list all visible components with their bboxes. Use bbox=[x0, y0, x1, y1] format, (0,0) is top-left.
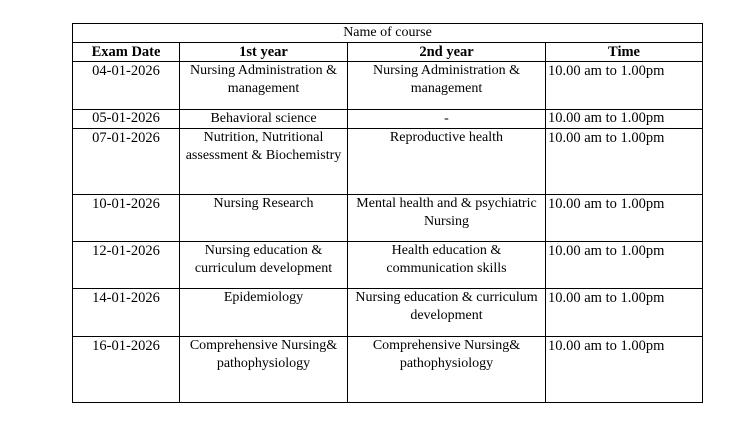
second-year-subject-cell: Health education & communication skills bbox=[348, 242, 546, 289]
table-row bbox=[73, 62, 703, 110]
first-year-subject-cell: Nutrition, Nutritional assessment & Biochemistry bbox=[180, 129, 348, 195]
course-name-row bbox=[73, 24, 703, 43]
first-year-subject-cell: Nursing Research bbox=[180, 195, 348, 242]
first-year-subject-cell: Epidemiology bbox=[180, 289, 348, 337]
second-year-subject-cell: Comprehensive Nursing& pathophysiology bbox=[348, 337, 546, 403]
header-1st-year: 1st year bbox=[180, 43, 348, 62]
second-year-subject-cell: Mental health and & psychiatric Nursing bbox=[348, 195, 546, 242]
first-year-subject-cell: Comprehensive Nursing& pathophysiology bbox=[180, 337, 348, 403]
time-cell: 10.00 am to 1.00pm bbox=[546, 129, 703, 195]
first-year-subject-cell: Behavioral science bbox=[180, 110, 348, 129]
header-2nd-year: 2nd year bbox=[348, 43, 546, 62]
table-row bbox=[73, 129, 703, 195]
exam-date-cell: 04-01-2026 bbox=[73, 62, 180, 110]
exam-date-cell: 12-01-2026 bbox=[73, 242, 180, 289]
exam-date-cell: 10-01-2026 bbox=[73, 195, 180, 242]
second-year-subject-cell: Nursing Administration & management bbox=[348, 62, 546, 110]
first-year-subject-cell: Nursing education & curriculum development bbox=[180, 242, 348, 289]
header-row bbox=[73, 43, 703, 62]
header-time: Time bbox=[546, 43, 703, 62]
first-year-subject-cell: Nursing Administration & management bbox=[180, 62, 348, 110]
second-year-subject-cell: Nursing education & curriculum development bbox=[348, 289, 546, 337]
second-year-subject-cell: Reproductive health bbox=[348, 129, 546, 195]
time-cell: 10.00 am to 1.00pm bbox=[546, 289, 703, 337]
second-year-subject-cell: - bbox=[348, 110, 546, 129]
table-row bbox=[73, 289, 703, 337]
table-row bbox=[73, 110, 703, 129]
course-name-cell: Name of course bbox=[73, 24, 703, 43]
table-row bbox=[73, 242, 703, 289]
table-row bbox=[73, 195, 703, 242]
exam-date-cell: 05-01-2026 bbox=[73, 110, 180, 129]
time-cell: 10.00 am to 1.00pm bbox=[546, 337, 703, 403]
exam-schedule-table bbox=[72, 23, 703, 403]
exam-date-cell: 07-01-2026 bbox=[73, 129, 180, 195]
exam-date-cell: 16-01-2026 bbox=[73, 337, 180, 403]
time-cell: 10.00 am to 1.00pm bbox=[546, 195, 703, 242]
header-exam-date: Exam Date bbox=[73, 43, 180, 62]
table-row bbox=[73, 337, 703, 403]
time-cell: 10.00 am to 1.00pm bbox=[546, 110, 703, 129]
time-cell: 10.00 am to 1.00pm bbox=[546, 242, 703, 289]
exam-date-cell: 14-01-2026 bbox=[73, 289, 180, 337]
time-cell: 10.00 am to 1.00pm bbox=[546, 62, 703, 110]
